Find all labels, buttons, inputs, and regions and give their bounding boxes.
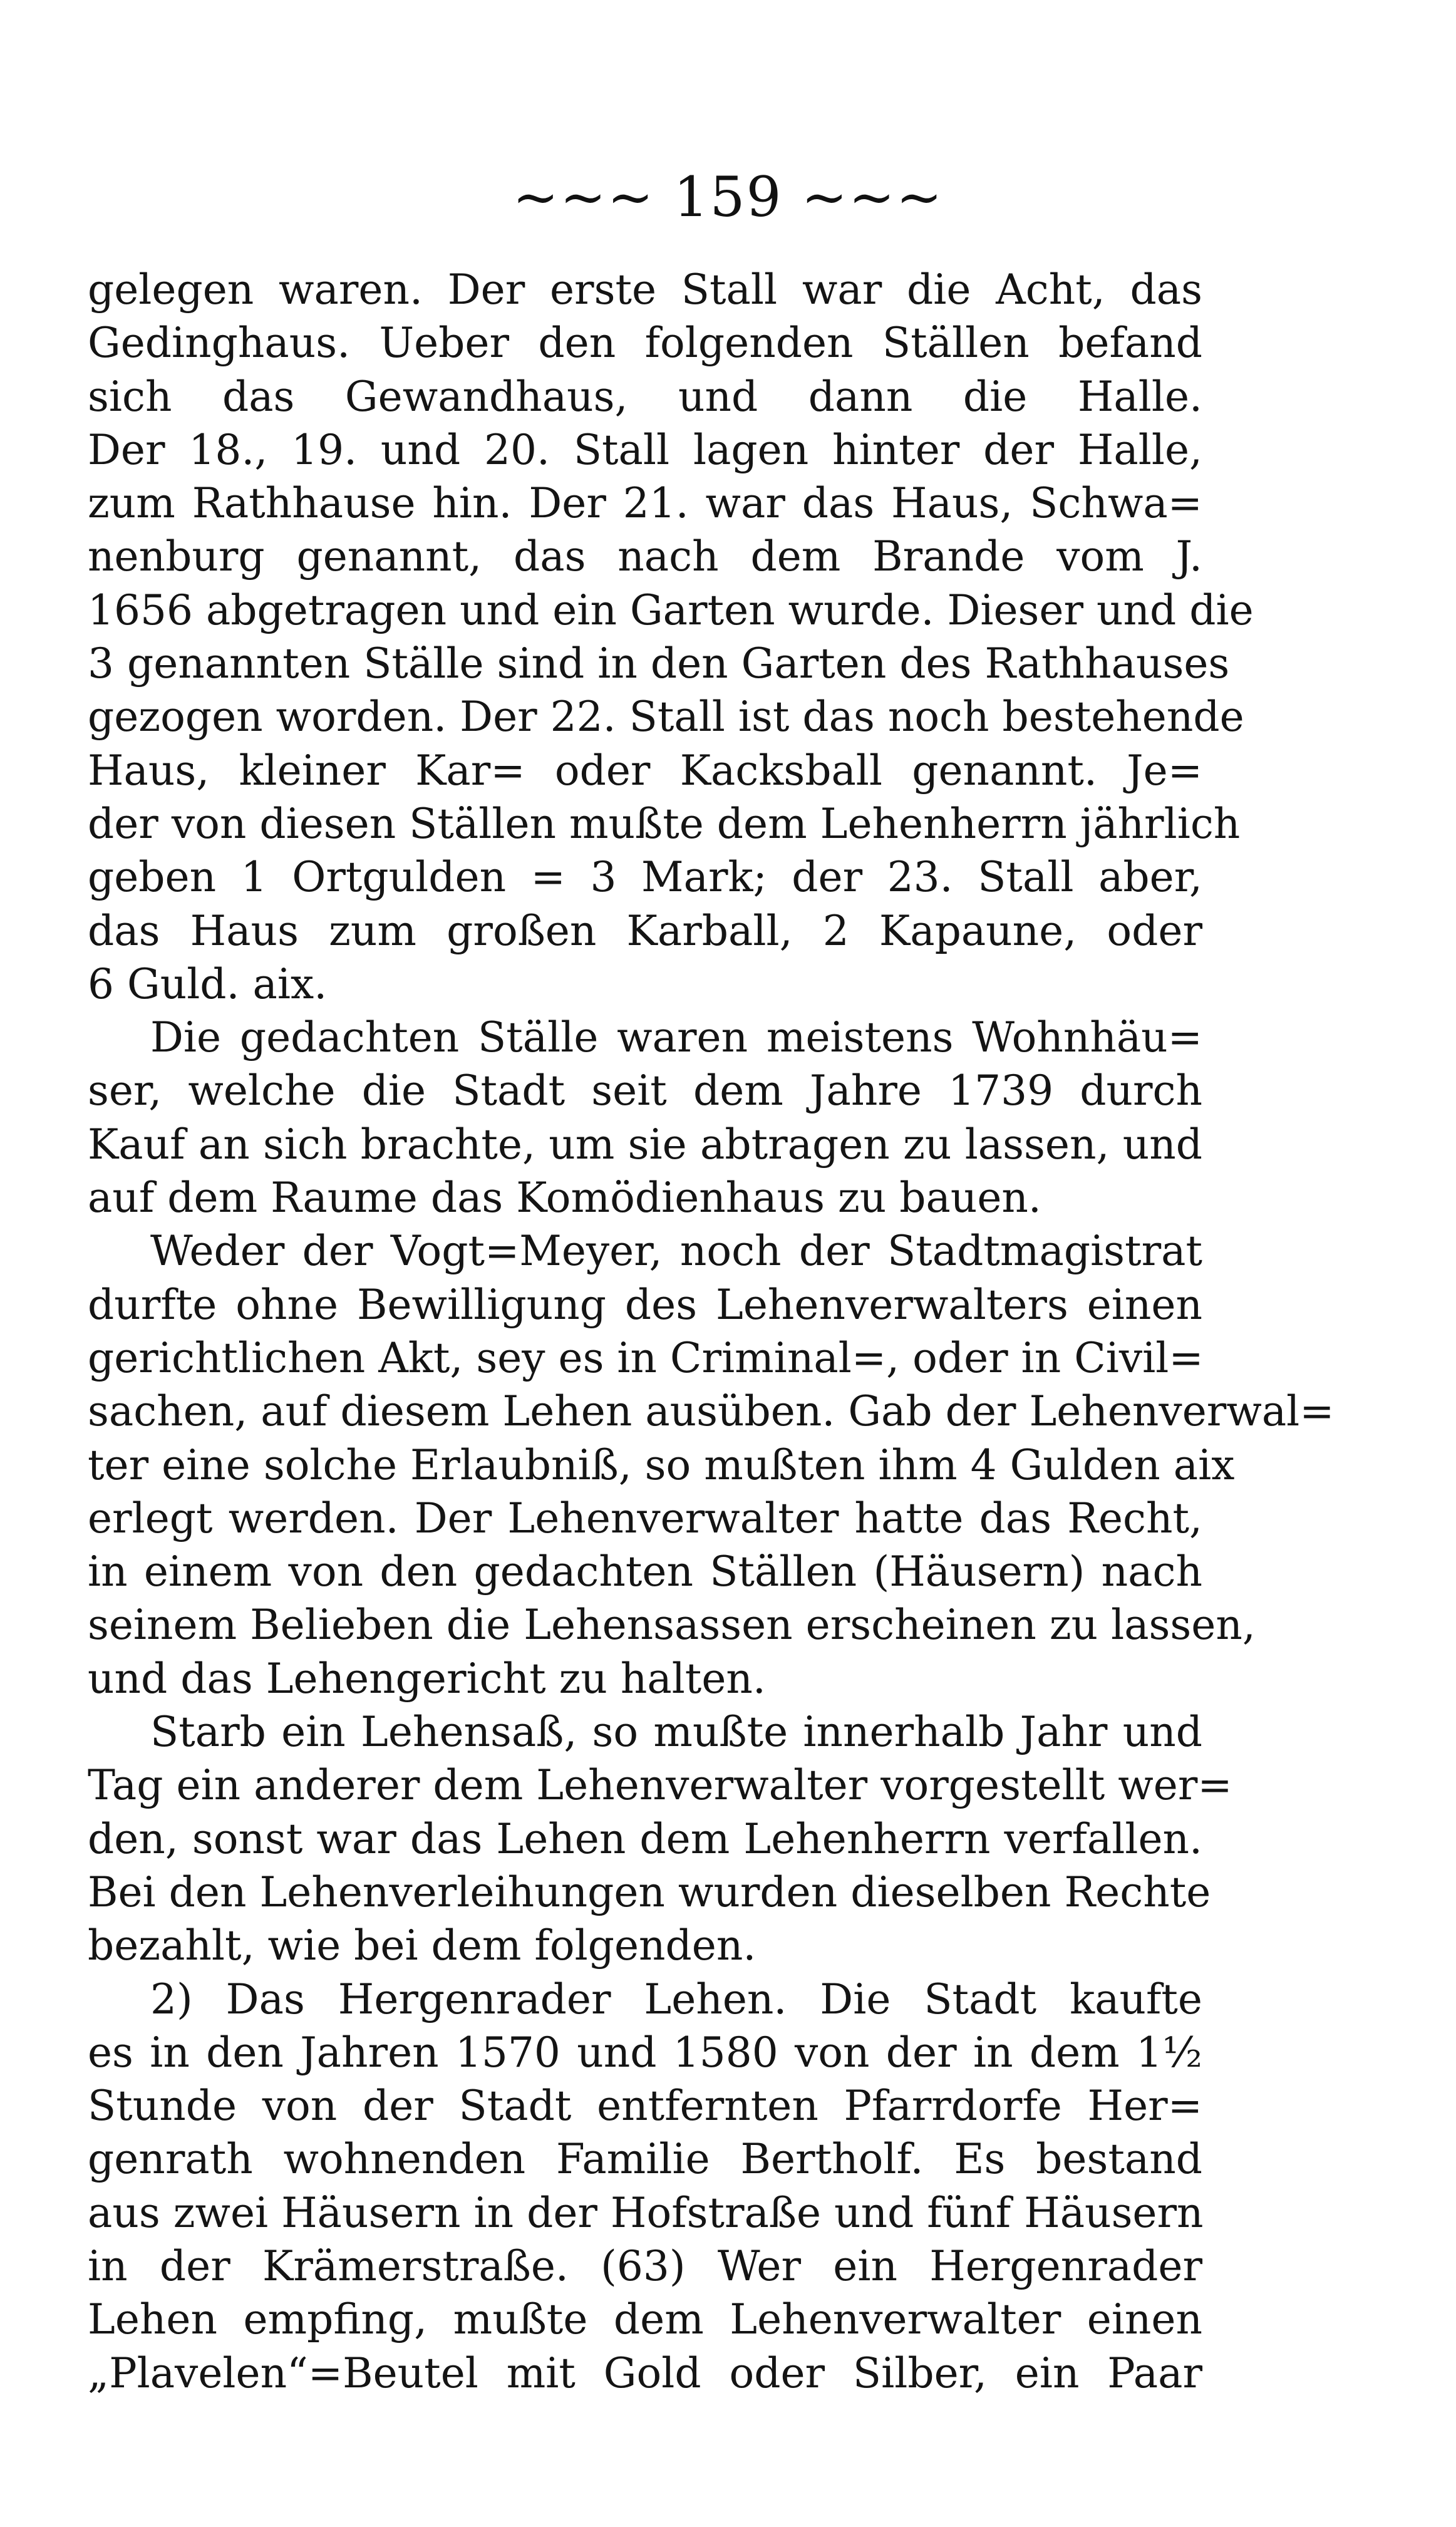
text-line: Weder der Vogt=Meyer, noch der Stadtmagistrat: [150, 1227, 1202, 1276]
text-line: es in den Jahren 1570 und 1580 von der in dem 1½: [88, 2028, 1202, 2077]
page-number-header: ~~~ 159 ~~~: [512, 165, 944, 229]
text-line: 3 genannten Ställe sind in den Garten des Rathhauses: [88, 639, 1230, 688]
text-line: gerichtlichen Akt, sey es in Criminal=, oder in Civil=: [88, 1333, 1204, 1382]
text-line: der von diesen Ställen mußte dem Lehenherrn jährlich: [88, 799, 1241, 848]
text-line: ter eine solche Erlaubniß, so mußten ihm 4 Gulden aix: [88, 1440, 1235, 1489]
text-line: zum Rathhause hin. Der 21. war das Haus, Schwa=: [88, 479, 1202, 528]
text-line: gelegen waren. Der erste Stall war die Acht, das: [88, 266, 1202, 314]
text-line: nenburg genannt, das nach dem Brande vom J.: [88, 532, 1202, 581]
text-line: sich das Gewandhaus, und dann die Halle.: [88, 372, 1202, 421]
text-line: ser, welche die Stadt seit dem Jahre 1739 durch: [88, 1067, 1202, 1115]
text-line: in der Krämerstraße. (63) Wer ein Hergenrader: [88, 2241, 1202, 2290]
text-line: gezogen worden. Der 22. Stall ist das noch bestehende: [88, 693, 1244, 742]
text-line: Die gedachten Ställe waren meistens Wohnhäu=: [150, 1013, 1202, 1062]
text-line: durfte ohne Bewilligung des Lehenverwalters einen: [88, 1280, 1202, 1329]
text-line: 2) Das Hergenrader Lehen. Die Stadt kaufte: [150, 1975, 1202, 2023]
text-line: Kauf an sich brachte, um sie abtragen zu lassen, und: [88, 1120, 1202, 1169]
text-line: erlegt werden. Der Lehenverwalter hatte das Recht,: [88, 1494, 1202, 1543]
text-line: bezahlt, wie bei dem folgenden.: [88, 1921, 756, 1970]
text-line: Tag ein anderer dem Lehenverwalter vorgestellt wer=: [88, 1761, 1232, 1810]
text-line: Lehen empfing, mußte dem Lehenverwalter einen: [88, 2295, 1202, 2344]
text-line: geben 1 Ortgulden = 3 Mark; der 23. Stall aber,: [88, 853, 1202, 902]
text-line: genrath wohnenden Familie Bertholf. Es bestand: [88, 2135, 1202, 2184]
text-line: das Haus zum großen Karball, 2 Kapaune, oder: [88, 906, 1202, 955]
text-line: Starb ein Lehensaß, so mußte innerhalb Jahr und: [150, 1708, 1202, 1757]
text-line: Stunde von der Stadt entfernten Pfarrdorfe Her=: [88, 2082, 1202, 2131]
text-line: Haus, kleiner Kar= oder Kacksball genannt. Je=: [88, 746, 1202, 795]
text-line: 1656 abgetragen und ein Garten wurde. Dieser und die: [88, 586, 1254, 634]
text-line: Der 18., 19. und 20. Stall lagen hinter der Halle,: [88, 425, 1202, 474]
text-line: aus zwei Häusern in der Hofstraße und fünf Häusern: [88, 2188, 1204, 2237]
text-line: seinem Belieben die Lehensassen erscheinen zu lassen,: [88, 1601, 1256, 1650]
text-line: auf dem Raume das Komödienhaus zu bauen.: [88, 1174, 1041, 1222]
text-line: und das Lehengericht zu halten.: [88, 1654, 766, 1703]
text-line: Bei den Lehenverleihungen wurden dieselben Rechte: [88, 1868, 1211, 1916]
text-line: sachen, auf diesem Lehen ausüben. Gab der Lehenverwal=: [88, 1387, 1335, 1436]
text-line: Gedinghaus. Ueber den folgenden Ställen befand: [88, 319, 1202, 368]
text-line: den, sonst war das Lehen dem Lehenherrn verfallen.: [88, 1814, 1202, 1863]
text-line: in einem von den gedachten Ställen (Häusern) nach: [88, 1548, 1202, 1596]
text-line: 6 Guld. aix.: [88, 959, 328, 1008]
text-line: „Plavelen“=Beutel mit Gold oder Silber, ein Paar: [88, 2349, 1202, 2397]
body-text: [88, 263, 1335, 2400]
